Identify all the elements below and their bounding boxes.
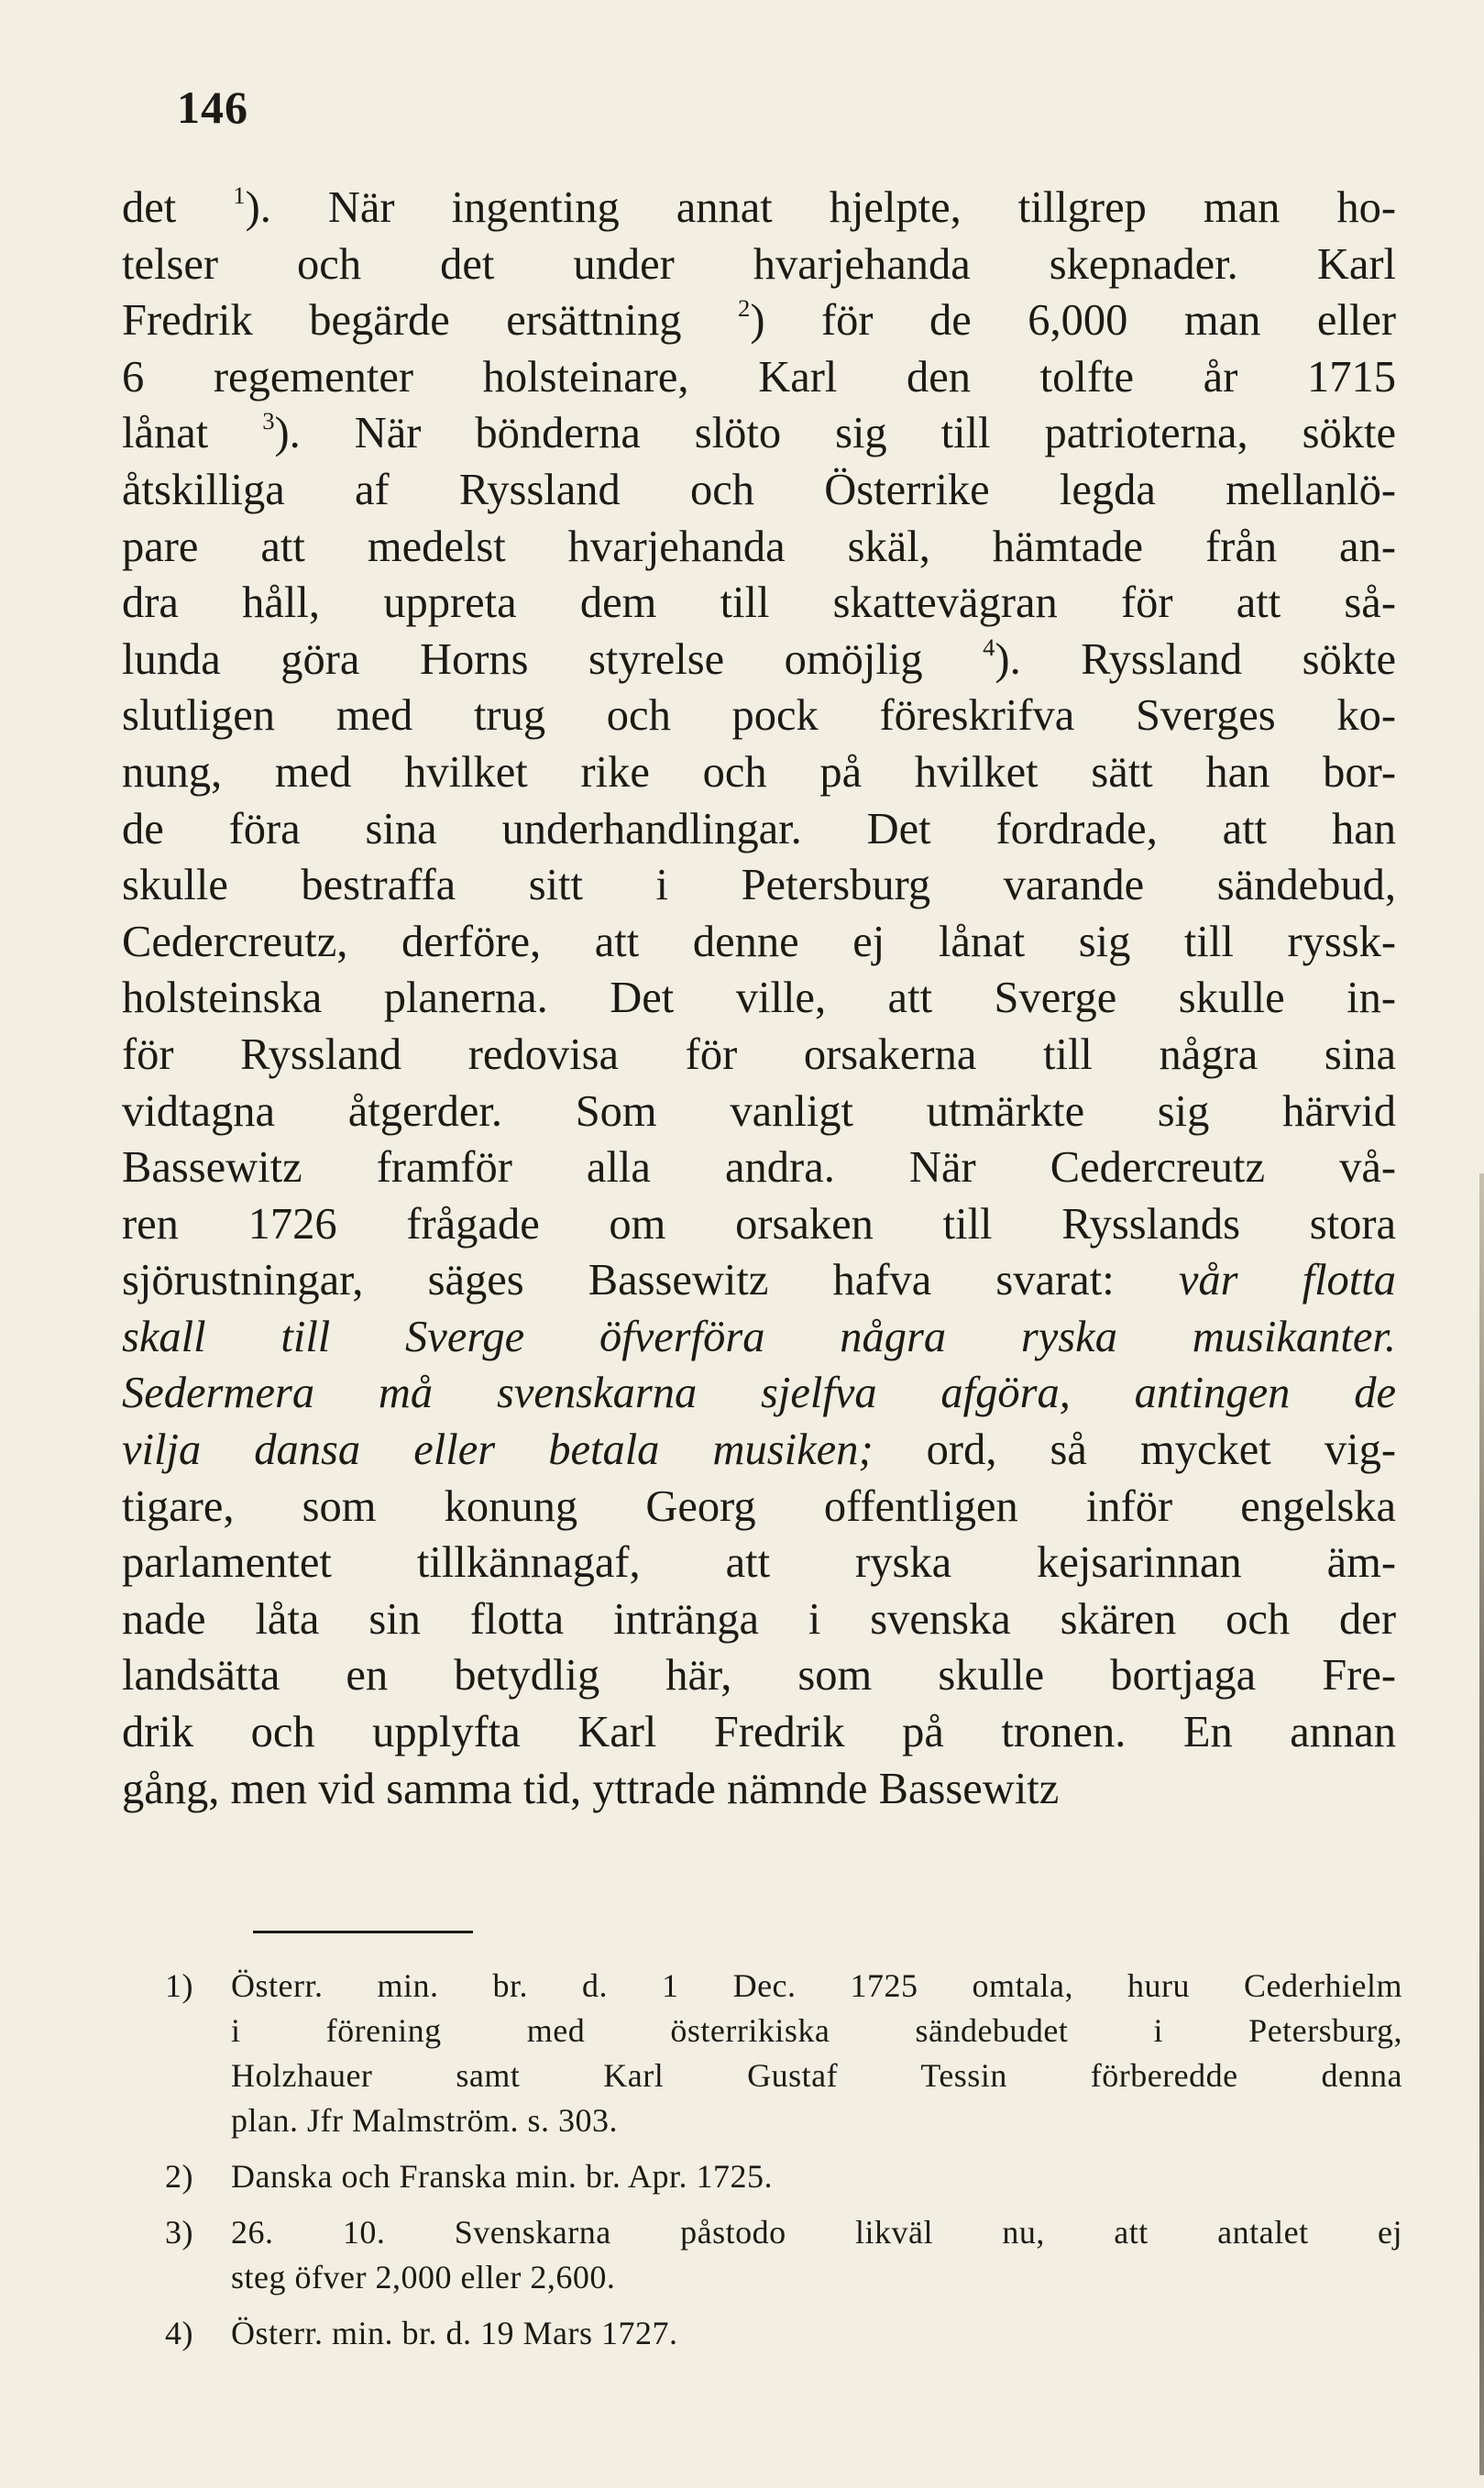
text-run: vidtagna åtgerder. Som vanligt utmärkte sig härvid <box>122 1086 1396 1136</box>
italic-text: vilja dansa eller betala musiken; <box>122 1426 874 1475</box>
footnote-marker: 3) <box>165 2214 193 2251</box>
text-line <box>122 349 1396 406</box>
footnote-separator <box>253 1931 473 1933</box>
text-line <box>122 1479 1396 1536</box>
text-run: ). När ingenting annat hjelpte, tillgrep man ho- <box>245 183 1396 232</box>
text-line <box>122 857 1396 914</box>
text-line <box>122 1365 1396 1422</box>
text-line <box>122 632 1396 688</box>
text-line <box>122 1252 1396 1309</box>
footnote-marker: 4) <box>165 2315 193 2351</box>
text-run: tigare, som konung Georg offentligen inför engelska <box>122 1481 1396 1531</box>
text-line <box>122 744 1396 801</box>
italic-text: skall till Sverge öfverföra några ryska musikanter. <box>122 1312 1396 1361</box>
text-run: ren 1726 frågade om orsaken till Rysslands stora <box>122 1199 1396 1249</box>
text-line <box>122 180 1396 237</box>
text-line <box>122 575 1396 632</box>
text-line <box>122 1196 1396 1253</box>
text-line <box>122 1027 1396 1084</box>
page-edge-shadow <box>1479 1173 1484 2475</box>
text-run: pare att medelst hvarjehanda skäl, hämtade från an- <box>122 522 1396 571</box>
footnote-marker: 1) <box>165 1967 193 2004</box>
text-line <box>122 1309 1396 1366</box>
text-line <box>122 1139 1396 1196</box>
footnote-line: steg öfver 2,000 eller 2,600. <box>231 2259 616 2295</box>
footnote-line: Holzhauer samt Karl Gustaf Tessin förberedde denna <box>231 2057 1402 2094</box>
text-run: ) för de 6,000 man eller <box>750 296 1397 346</box>
footnote-reference: 3 <box>262 407 275 435</box>
footnote-reference: 1 <box>233 182 246 209</box>
text-line <box>122 688 1396 744</box>
text-line <box>122 237 1396 293</box>
text-line <box>122 914 1396 971</box>
footnote-marker: 2) <box>165 2158 193 2195</box>
text-run: slutligen med trug och pock föreskrifva Sverges ko- <box>122 691 1396 741</box>
text-line <box>122 1422 1396 1479</box>
body-text <box>122 180 1396 1817</box>
text-run: Cedercreutz, derföre, att denne ej lånat sig till ryssk- <box>122 917 1396 966</box>
text-run: ). När bönderna slöto sig till patrioterna, sökte <box>274 409 1396 458</box>
italic-text: vår flotta <box>1178 1256 1396 1305</box>
page-number: 146 <box>177 82 248 133</box>
text-run: för Ryssland redovisa för orsakerna till några sina <box>122 1029 1396 1079</box>
text-run: det <box>122 183 234 232</box>
text-run: landsätta en betydlig här, som skulle bortjaga Fre- <box>122 1651 1396 1701</box>
text-line <box>122 1084 1396 1140</box>
footnote <box>165 2154 1402 2199</box>
text-run: parlamentet tillkännagaf, att ryska kejsarinnan äm- <box>122 1538 1396 1588</box>
footnote-line: Österr. min. br. d. 1 Dec. 1725 omtala, huru Cederhielm <box>231 1967 1402 2004</box>
footnote <box>165 2311 1402 2356</box>
text-run: Fredrik begärde ersättning <box>122 296 738 346</box>
text-run: gång, men vid samma tid, yttrade nämnde Bassewitz <box>122 1764 1060 1813</box>
text-line <box>122 1591 1396 1648</box>
footnote <box>165 2210 1402 2300</box>
text-line <box>122 1535 1396 1591</box>
text-line <box>122 1704 1396 1761</box>
footnote-reference: 2 <box>737 294 751 323</box>
text-run: holsteinska planerna. Det ville, att Sverge skulle in- <box>122 974 1396 1023</box>
text-run: dra håll, uppreta dem till skattevägran för att så- <box>122 578 1396 628</box>
text-line <box>122 405 1396 462</box>
text-run: nung, med hvilket rike och på hvilket sätt han bor- <box>122 747 1396 797</box>
text-line <box>122 462 1396 519</box>
footnote-line: i förening med österrikiska sändebudet i Petersburg, <box>231 2012 1402 2049</box>
footnotes <box>165 1964 1402 2356</box>
text-run: åtskilliga af Ryssland och Österrike legda mellanlö- <box>122 465 1396 514</box>
footnote-line: 26. 10. Svenskarna påstodo likväl nu, att antalet ej <box>231 2214 1402 2251</box>
text-line <box>122 970 1396 1027</box>
text-line <box>122 1647 1396 1704</box>
text-run: ). Ryssland sökte <box>995 634 1397 684</box>
footnote-line: Österr. min. br. d. 19 Mars 1727. <box>231 2315 678 2351</box>
text-line <box>122 1761 1396 1818</box>
text-run: ord, så mycket vig- <box>873 1426 1396 1475</box>
text-run: lunda göra Horns styrelse omöjlig <box>122 634 984 684</box>
text-run: lånat <box>122 409 263 458</box>
footnote-line: Danska och Franska min. br. Apr. 1725. <box>231 2158 773 2195</box>
footnote <box>165 1964 1402 2143</box>
text-run: nade låta sin flotta intränga i svenska skären och der <box>122 1594 1396 1644</box>
footnote-line: plan. Jfr Malmström. s. 303. <box>231 2102 618 2139</box>
footnote-reference: 4 <box>983 633 995 661</box>
text-run: 6 regementer holsteinare, Karl den tolfte år 1715 <box>122 352 1396 402</box>
text-line <box>122 519 1396 576</box>
italic-text: Sedermera må svenskarna sjelfva afgöra, antingen de <box>122 1369 1396 1418</box>
text-run: telser och det under hvarjehanda skepnader. Karl <box>122 239 1396 289</box>
text-run: sjörustningar, säges Bassewitz hafva svarat: <box>122 1256 1179 1305</box>
text-run: skulle bestraffa sitt i Petersburg varande sändebud, <box>122 861 1396 910</box>
text-run: Bassewitz framför alla andra. När Cedercreutz vå- <box>122 1143 1396 1193</box>
text-line <box>122 292 1396 349</box>
text-run: drik och upplyfta Karl Fredrik på tronen. En annan <box>122 1708 1396 1757</box>
text-line <box>122 801 1396 858</box>
text-run: de föra sina underhandlingar. Det fordrade, att han <box>122 804 1396 853</box>
